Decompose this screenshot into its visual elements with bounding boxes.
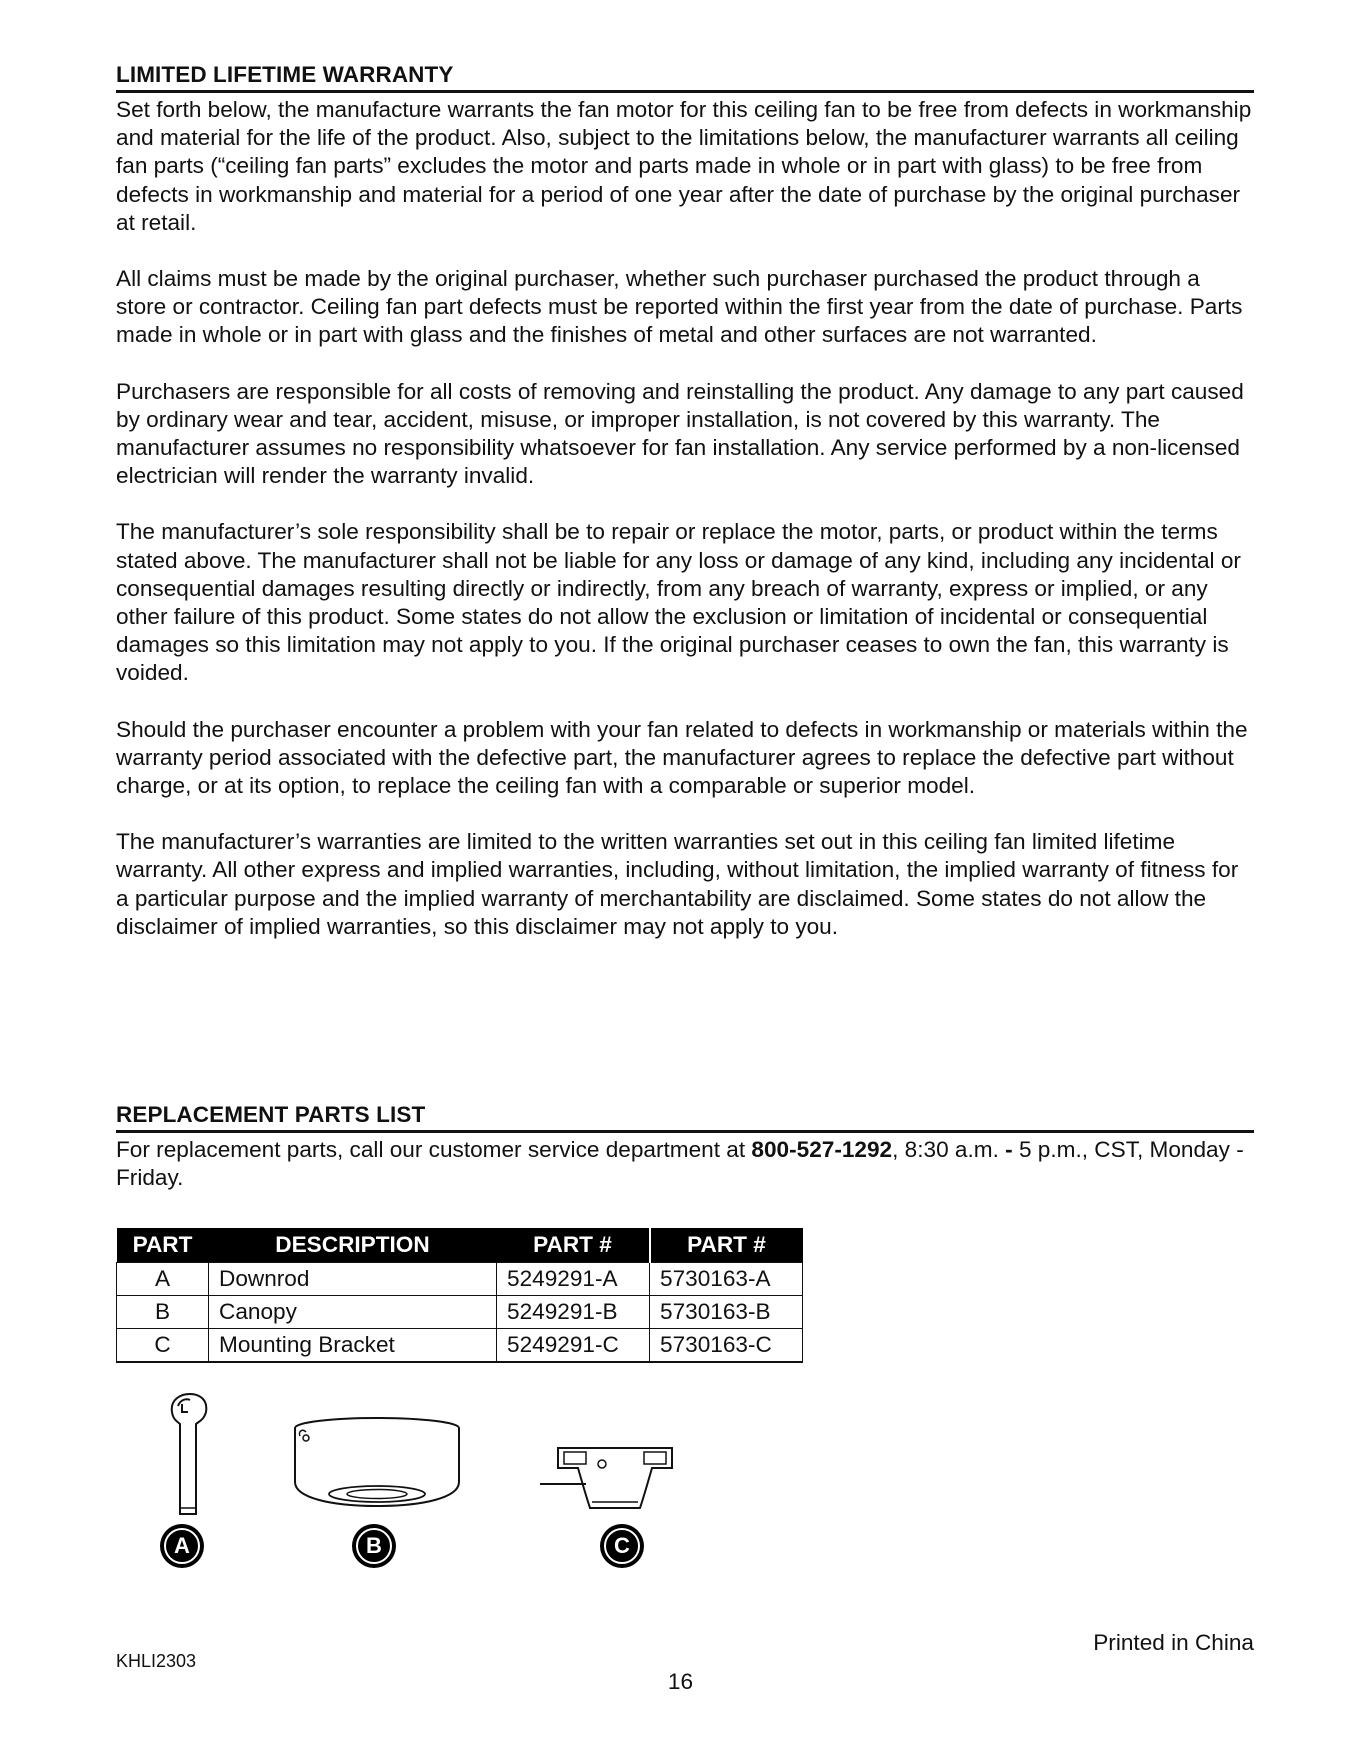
col-header-part-number-2: PART # bbox=[650, 1228, 803, 1263]
cell-part: B bbox=[117, 1296, 209, 1329]
parts-list-heading: REPLACEMENT PARTS LIST bbox=[116, 1102, 1254, 1133]
badge-letter: B bbox=[356, 1528, 392, 1564]
warranty-section bbox=[116, 62, 1254, 941]
intro-dash: - bbox=[1005, 1137, 1013, 1162]
downrod-illustration bbox=[158, 1390, 218, 1535]
cell-part-number-1: 5249291-B bbox=[497, 1296, 650, 1329]
table-row bbox=[117, 1263, 803, 1296]
parts-table bbox=[116, 1228, 803, 1363]
intro-text: 5 p.m., CST, Monday - Friday. bbox=[116, 1137, 1244, 1191]
table-row bbox=[117, 1329, 803, 1363]
cell-description: Canopy bbox=[209, 1296, 497, 1329]
badge-letter: C bbox=[604, 1528, 640, 1564]
mounting-bracket-illustration bbox=[540, 1442, 690, 1527]
parts-list-section bbox=[116, 1102, 1254, 1192]
parts-list-intro bbox=[116, 1136, 1254, 1192]
warranty-paragraph: The manufacturer’s warranties are limited to the written warranties set out in this ceiling fan limited lifetime warranty. All other express and implied warranties, including, without limitation, the implied warranty of fitness for a particular purpose and the implied warranty of merchantability are disclaimed. Some states do not allow the disclaimer of implied warranties, so this disclaimer may not apply to you. bbox=[116, 829, 1239, 939]
cell-part-number-2: 5730163-B bbox=[650, 1296, 803, 1329]
badge-letter: A bbox=[164, 1528, 200, 1564]
table-row bbox=[117, 1296, 803, 1329]
label-badge-b bbox=[352, 1524, 396, 1568]
warranty-paragraph: Purchasers are responsible for all costs of removing and reinstalling the product. Any damage to any part caused by ordinary wear and tear, accident, misuse, or improper installation, is not covered by this warranty. The manufacturer assumes no responsibility whatsoever for fan installation. Any service performed by a non-licensed electrician will render the warranty invalid. bbox=[116, 378, 1244, 489]
col-header-part: PART bbox=[117, 1228, 209, 1263]
label-badge-c bbox=[600, 1524, 644, 1568]
warranty-paragraph: Set forth below, the manufacture warrants the fan motor for this ceiling fan to be free from defects in workmanship and material for the life of the product. Also, subject to the limitations below, the manufacturer warrants all ceiling fan parts (“ceiling fan parts” excludes the motor and parts made in whole or in part with glass) to be free from defects in workmanship and material for a period of one year after the date of purchase by the original purchaser at retail. bbox=[116, 97, 1252, 235]
warranty-heading: LIMITED LIFETIME WARRANTY bbox=[116, 62, 1254, 93]
cell-part-number-1: 5249291-A bbox=[497, 1263, 650, 1296]
warranty-paragraph: Should the purchaser encounter a problem with your fan related to defects in workmanship or materials within the warranty period associated with the defective part, the manufacturer agrees to replace the defective part without charge, or at its option, to replace the ceiling fan with a comparable or superior model. bbox=[116, 716, 1248, 799]
document-code: KHLI2303 bbox=[116, 1651, 197, 1671]
cell-part-number-1: 5249291-C bbox=[497, 1329, 650, 1363]
cell-part: A bbox=[117, 1263, 209, 1296]
intro-text: , 8:30 a.m. bbox=[892, 1137, 1006, 1162]
warranty-paragraph: All claims must be made by the original purchaser, whether such purchaser purchased the product through a store or contractor. Ceiling fan part defects must be reported within the first year from the date of purchase. Parts made in whole or in part with glass and the finishes of metal and other surfaces are not warranted. bbox=[116, 266, 1243, 348]
canopy-illustration bbox=[292, 1414, 462, 1519]
cell-description: Downrod bbox=[209, 1263, 497, 1296]
cell-part: C bbox=[117, 1329, 209, 1363]
page-number: 16 bbox=[667, 1669, 694, 1694]
phone-number: 800-527-1292 bbox=[751, 1137, 893, 1162]
warranty-paragraph: The manufacturer’s sole responsibility shall be to repair or replace the motor, parts, or product within the terms stated above. The manufacturer shall not be liable for any loss or damage of any kind, including any incidental or consequential damages resulting directly or indirectly, from any breach of warranty, express or implied, or any other failure of this product. Some states do not allow the exclusion or limitation of incidental or consequential damages so this limitation may not apply to you. If the original purchaser ceases to own the fan, this warranty is voided. bbox=[116, 519, 1241, 686]
label-badge-a bbox=[160, 1524, 204, 1568]
col-header-description: DESCRIPTION bbox=[209, 1228, 497, 1263]
table-header-row bbox=[117, 1228, 803, 1263]
cell-part-number-2: 5730163-C bbox=[650, 1329, 803, 1363]
col-header-part-number-1: PART # bbox=[497, 1228, 650, 1263]
printed-in-label: Printed in China bbox=[1093, 1630, 1254, 1655]
parts-illustrations bbox=[116, 1390, 716, 1590]
cell-description: Mounting Bracket bbox=[209, 1329, 497, 1363]
intro-text: For replacement parts, call our customer service department at bbox=[116, 1137, 752, 1162]
cell-part-number-2: 5730163-A bbox=[650, 1263, 803, 1296]
